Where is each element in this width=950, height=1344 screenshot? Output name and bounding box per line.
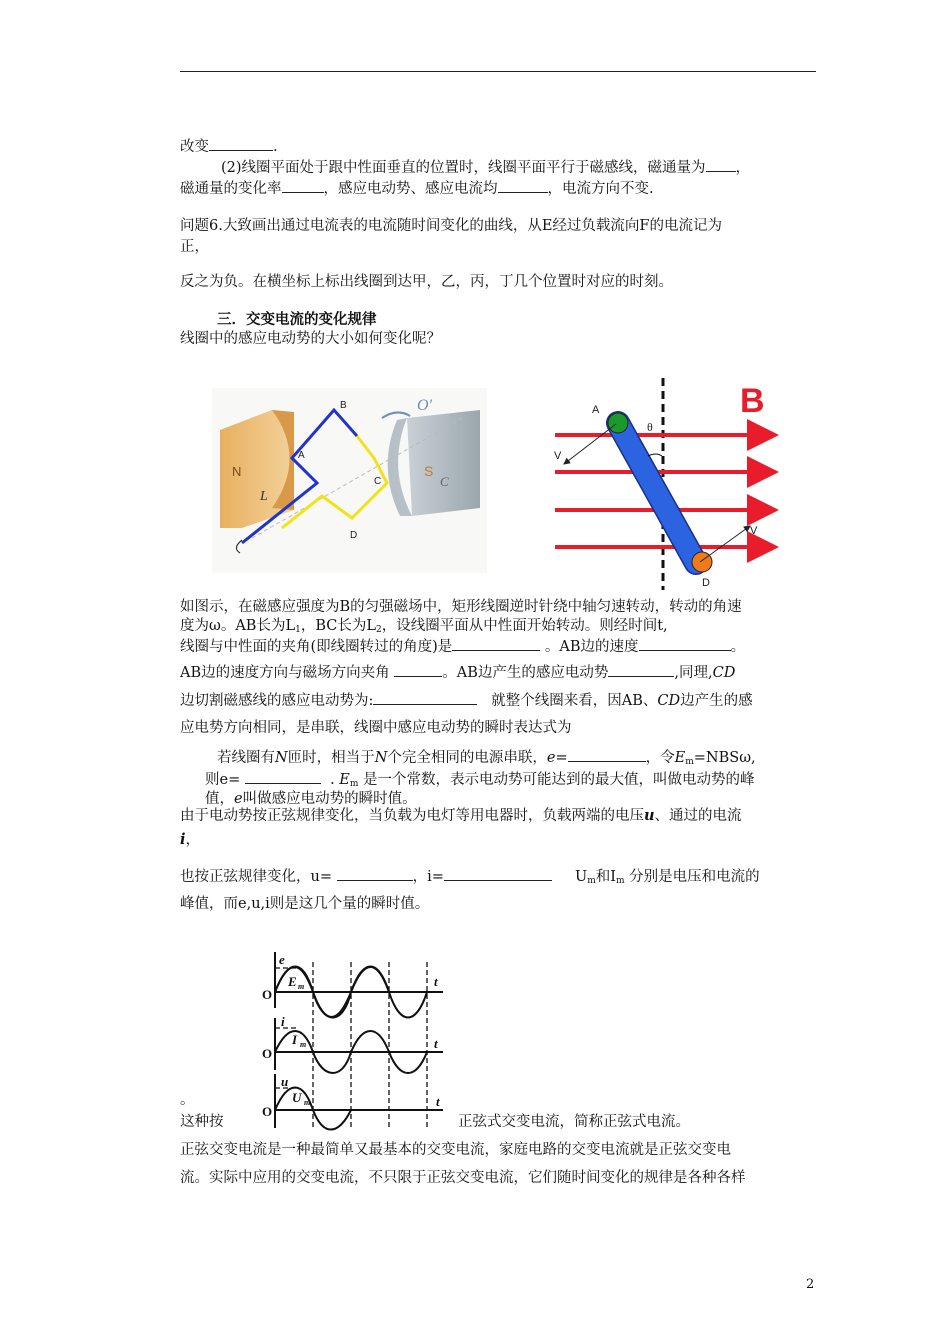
wave-label: t	[434, 1036, 438, 1051]
text-line: 流。实际中应用的交变电流，不只限于正弦交变电流，它们随时间变化的规律是各种各样	[180, 1170, 746, 1186]
label-c: C	[374, 476, 382, 487]
text-line: i，	[180, 831, 201, 848]
label-b-field: B	[740, 382, 765, 420]
question-6: 问题6.大致画出通过电流表的电流随时间变化的曲线，从E经过负载流向F的电流记为	[180, 218, 722, 234]
text-line: 正弦交变电流是一种最简单又最基本的交变电流，家庭电路的交变电流就是正弦交变电	[180, 1142, 731, 1158]
end-a	[608, 413, 628, 433]
wave-label: i	[281, 1014, 285, 1029]
wave-label: O	[262, 1046, 273, 1061]
text-line: 如图示，在磁感应强度为B的匀强磁场中，矩形线圈逆时针绕中轴匀速转动，转动的角速	[180, 599, 742, 615]
label-o-prime: O'	[417, 397, 432, 414]
label-d: D	[702, 577, 710, 589]
text-line: 由于电动势按正弦规律变化，当负载为电灯等用电器时，负载两端的电压u、通过的电流	[180, 807, 742, 824]
text-line: 正弦式交变电流，简称正弦式电流。	[458, 1114, 690, 1130]
wave-label: I	[292, 1032, 298, 1047]
text-line: AB边的速度方向与磁场方向夹角 。AB边产生的感应电动势 ,同理,CD	[180, 662, 735, 683]
velocity-arrow	[564, 424, 616, 464]
wave-label: t	[434, 974, 438, 989]
text-line: 也按正弦规律变化，u= ，i= $U_m$和$I_m$ 分别是电压和电流的	[180, 866, 760, 891]
text-line: 线圈与中性面的夹角(即线圈转过的角度)是 。AB边的速度 。	[180, 636, 745, 657]
label-b: B	[340, 400, 347, 411]
label-l: L	[260, 489, 268, 504]
wave-label: m	[304, 1098, 311, 1107]
text-line: 磁通量的变化率 ，感应电动势、感应电流均 ，电流方向不变.	[180, 178, 654, 199]
text-line: 值，e叫做感应电动势的瞬时值。	[205, 791, 417, 807]
south-magnet	[407, 410, 480, 516]
velocity-arrow	[700, 526, 750, 562]
wave-label: m	[300, 1040, 307, 1049]
page-number: 2	[806, 1277, 815, 1292]
label-n: N	[232, 464, 242, 479]
text-line: 若线圈有N匝时，相当于N个完全相同的电源串联，e= ，令$E_m=NBS\omega$,	[217, 747, 756, 772]
wave-label: O	[262, 987, 273, 1002]
label-c2: C	[440, 474, 449, 489]
wave-label: e	[279, 952, 285, 967]
magnet-coil-figure	[212, 388, 487, 573]
text-line: 峰值，而e,u,i则是这几个量的瞬时值。	[180, 896, 430, 912]
text-line: (2)线圈平面处于跟中性面垂直的位置时，线圈平面平行于磁感线，磁通量为 ，	[221, 157, 750, 178]
text-line: 则e= . $E_m$ 是一个常数，表示电动势可能达到的最大值，叫做电动势的峰	[205, 769, 755, 794]
text-line: 改变 .	[180, 136, 278, 157]
wave-label: u	[281, 1074, 289, 1089]
header-rule	[180, 71, 816, 72]
wave-label: O	[262, 1104, 273, 1119]
text-line: 正，	[180, 239, 209, 255]
wave-label: E	[288, 974, 297, 989]
text-line: 线圈中的感应电动势的大小如何变化呢？	[180, 331, 441, 347]
wave-label: U	[292, 1090, 302, 1105]
label-a: A	[298, 450, 305, 461]
text-line: 。	[180, 1092, 195, 1108]
wave-label: t	[436, 1094, 440, 1109]
label-theta: θ	[647, 420, 653, 434]
label-s: S	[424, 463, 434, 479]
text-line: 反之为负。在横坐标上标出线圈到达甲，乙，丙，丁几个位置时对应的时刻。	[180, 274, 673, 290]
text-line: 应电势方向相同，是串联，线圈中感应电动势的瞬时表达式为	[180, 720, 572, 736]
rod-field-figure	[550, 376, 795, 592]
label-d: D	[350, 530, 358, 541]
label-v2: V	[750, 525, 758, 537]
text-line: 边切割磁感线的感应电动势为: 就整个线圈来看，因AB、CD边产生的感	[180, 690, 753, 711]
wave-label: m	[298, 982, 305, 991]
label-v1: V	[554, 450, 562, 462]
rod	[618, 423, 696, 563]
text-line: 度为ω。AB长为$L_1$，BC长为$L_2$，设线圈平面从中性面开始转动。则经时间t,	[180, 618, 668, 635]
text-line: 这种按	[180, 1114, 224, 1130]
waveform-figure	[258, 948, 453, 1134]
label-a: A	[592, 404, 600, 416]
section-heading: 三．交变电流的变化规律	[217, 311, 377, 328]
